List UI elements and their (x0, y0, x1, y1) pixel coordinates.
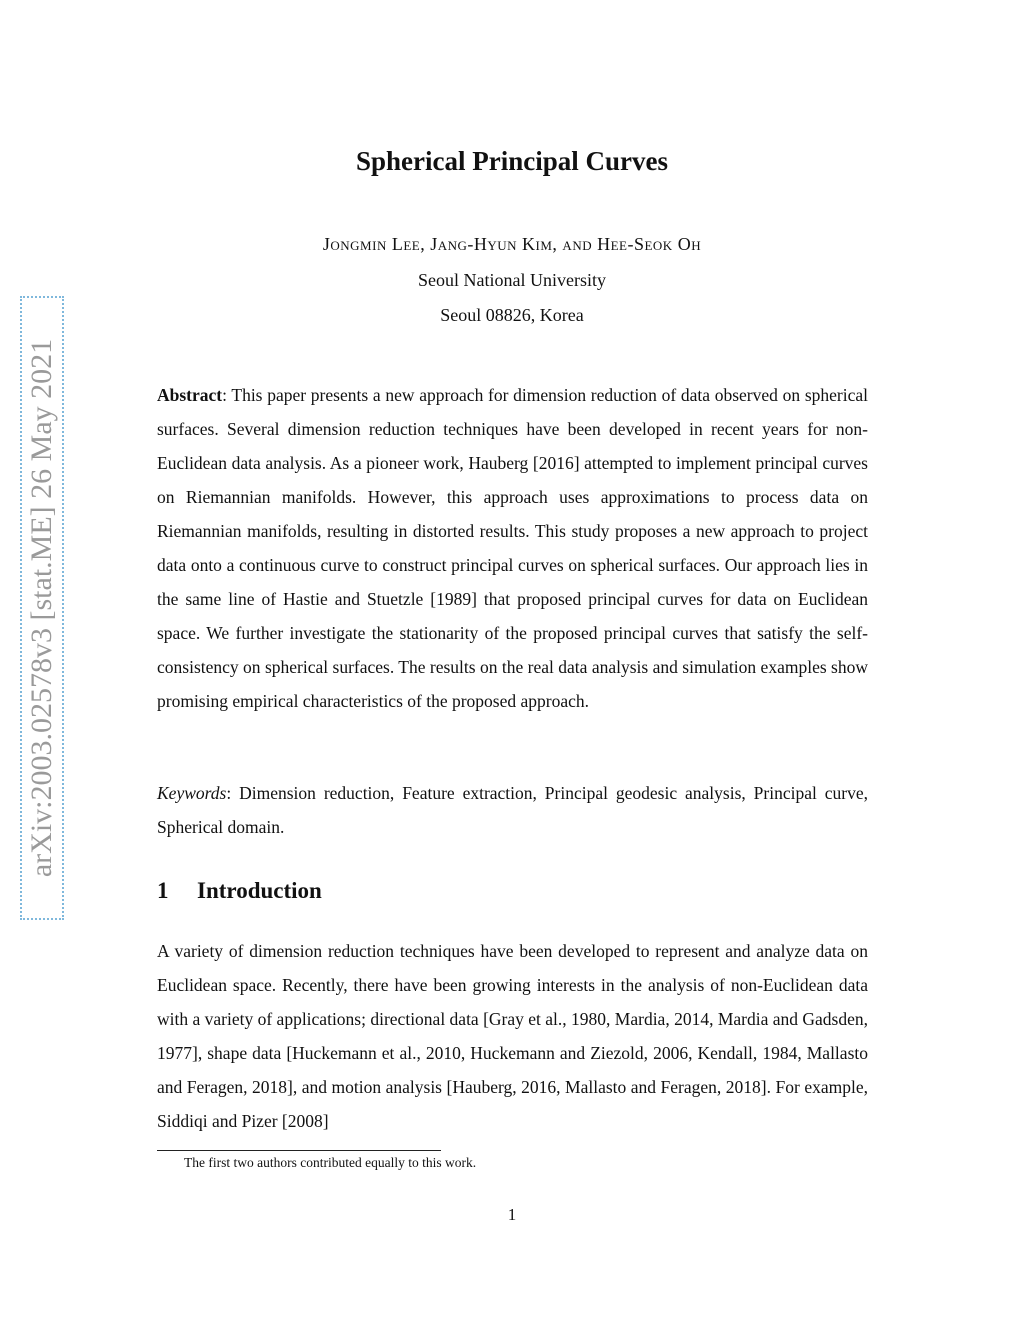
page-number: 1 (507, 1205, 517, 1224)
abstract-label: Abstract (157, 385, 223, 405)
footnote: The first two authors contributed equally to this work. (184, 1155, 477, 1170)
arxiv-stamp (20, 296, 64, 920)
abstract (157, 378, 868, 718)
keywords-label: Keywords (157, 783, 227, 803)
abstract-text: : This paper presents a new approach for dimension reduction of data observed on spherical surfaces. Several dimension reduction techniques have been developed in recent years for non-Euclidean data analysis. As a pioneer work, Hauberg [2016] attempted to implement principal curves on Riemannian manifolds. However, this approach uses approximations to process data on Riemannian manifolds, resulting in distorted results. This study proposes a new approach to project data onto a continuous curve to construct principal curves on spherical surfaces. Our approach lies in the same line of Hastie and Stuetzle [1989] that proposed principal curves for data on Euclidean space. We further investigate the stationarity of the proposed principal curves that satisfy the self-consistency on spherical surfaces. The results on the real data analysis and simulation examples show promising empirical characteristics of the proposed approach. (157, 385, 868, 711)
arxiv-stamp-text: arXiv:2003.02578v3 [stat.ME] 26 May 2021 (25, 338, 58, 878)
footnote-rule (157, 1150, 441, 1151)
author-list: Jongmin Lee, Jang-Hyun Kim, and Hee-Seok Oh (322, 234, 702, 254)
address: Seoul 08826, Korea (440, 305, 584, 325)
keywords (157, 776, 868, 844)
keywords-text: : Dimension reduction, Feature extraction, Principal geodesic analysis, Principal curve, Spherical domain. (157, 783, 868, 837)
section-title: Introduction (197, 878, 322, 903)
section-heading (157, 878, 322, 904)
section-number: 1 (157, 878, 169, 903)
intro-paragraph: A variety of dimension reduction techniques have been developed to represent and analyze data on Euclidean space. Recently, there have been growing interests in the analysis of non-Euclidean data with a variety of applications; directional data [Gray et al., 1980, Mardia, 2014, Mardia and Gadsden, 1977], shape data [Huckemann et al., 2010, Huckemann and Ziezold, 2006, Kendall, 1984, Mallasto and Feragen, 2018], and motion analysis [Hauberg, 2016, Mallasto and Feragen, 2018]. For example, Siddiqi and Pizer [2008] (157, 941, 868, 1131)
affiliation: Seoul National University (418, 270, 606, 290)
paper-title: Spherical Principal Curves (356, 146, 668, 176)
